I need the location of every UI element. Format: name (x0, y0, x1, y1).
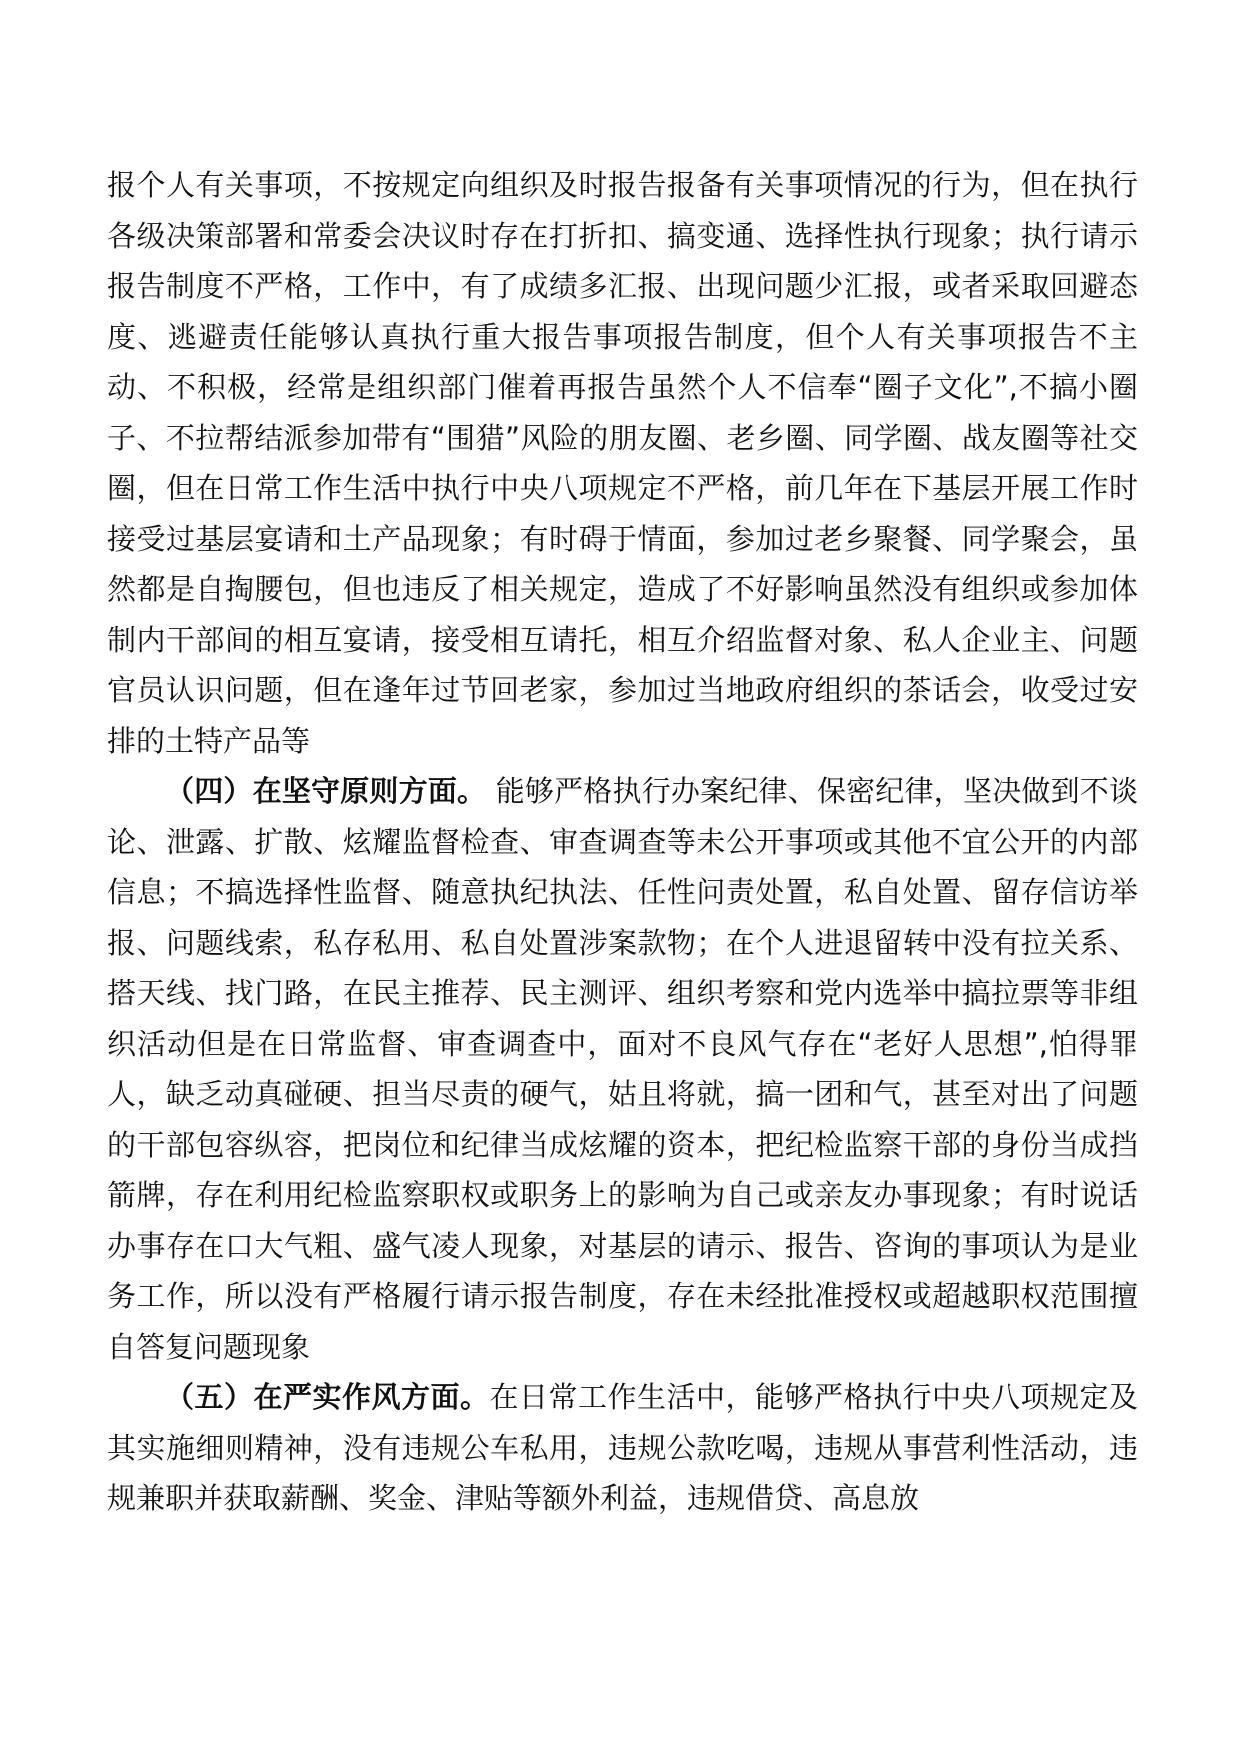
section-heading-work-style: （五）在严实作风方面。 (165, 1380, 490, 1414)
paragraph-text: 在日常工作生活中，能够严格执行中央八项规定及其实施细则精神，没有违规公车私用，违规公款吃喝，违规从事营利性活动，违规兼职并获取薪酬、奖金、津贴等额外利益，违规借贷、高息放 (107, 1380, 1138, 1515)
paragraph-principles (107, 766, 1138, 1372)
paragraph-text: 报个人有关事项，不按规定向组织及时报告报备有关事项情况的行为，但在执行各级决策部署和常委会决议时存在打折扣、搞变通、选择性执行现象；执行请示报告制度不严格，工作中，有了成绩多汇报、出现问题少汇报，或者采取回避态度、逃避责任能够认真执行重大报告事项报告制度，但个人有关事项报告不主动、不积极，经常是组织部门催着再报告虽然个人不信奉“圈子文化”,不搞小圈子、不拉帮结派参加带有“围猎”风险的朋友圈、老乡圈、同学圈、战友圈等社交圈，但在日常工作生活中执行中央八项规定不严格，前几年在下基层开展工作时接受过基层宴请和土产品现象；有时碍于情面，参加过老乡聚餐、同学聚会，虽然都是自掏腰包，但也违反了相关规定，造成了不好影响虽然没有组织或参加体制内干部间的相互宴请，接受相互请托，相互介绍监督对象、私人企业主、问题官员认识问题，但在逢年过节回老家，参加过当地政府组织的茶话会，收受过安排的土特产品等 (107, 168, 1138, 758)
paragraph-text: 能够严格执行办案纪律、保密纪律，坚决做到不谈论、泄露、扩散、炫耀监督检查、审查调查等未公开事项或其他不宜公开的内部信息；不搞选择性监督、随意执纪执法、任性问责处置，私自处置、留存信访举报、问题线索，私存私用、私自处置涉案款物；在个人进退留转中没有拉关系、搭天线、找门路，在民主推荐、民主测评、组织考察和党内选举中搞拉票等非组织活动但是在日常监督、审查调查中，面对不良风气存在“老好人思想”,怕得罪人，缺乏动真碰硬、担当尽责的硬气，姑且将就，搞一团和气，甚至对出了问题的干部包容纵容，把岗位和纪律当成炫耀的资本，把纪检监察干部的身份当成挡箭牌，存在利用纪检监察职权或职务上的影响为自己或亲友办事现象；有时说话办事存在口大气粗、盛气凌人现象，对基层的请示、报告、咨询的事项认为是业务工作，所以没有严格履行请示报告制度，存在未经批准授权或超越职权范围擅自答复问题现象 (107, 774, 1138, 1364)
paragraph-work-style (107, 1372, 1138, 1524)
document-body (107, 160, 1138, 1524)
section-heading-principles: （四）在坚守原则方面。 (165, 774, 487, 808)
paragraph-continuation (107, 160, 1138, 766)
